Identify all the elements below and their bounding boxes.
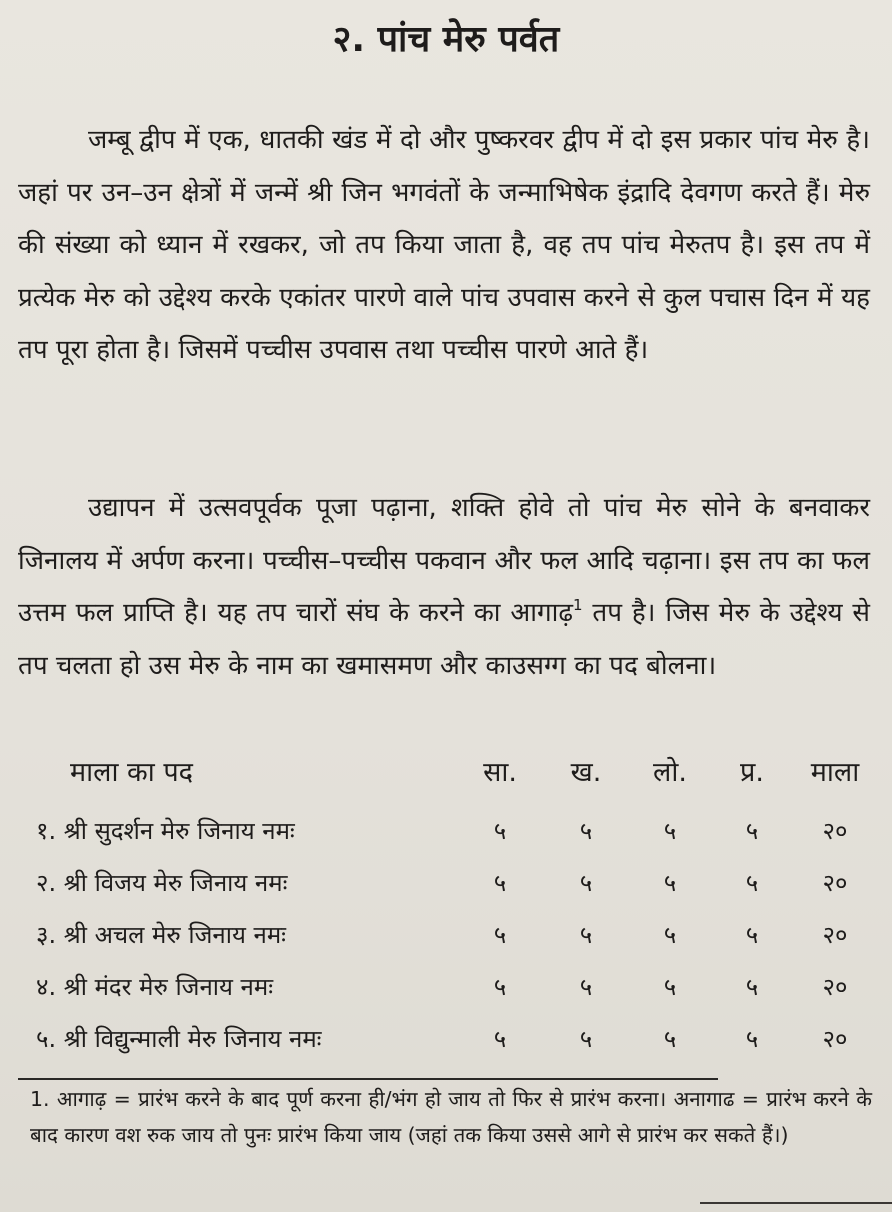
row-lo: ५ bbox=[663, 1025, 677, 1053]
table-row bbox=[0, 918, 892, 968]
table-row bbox=[0, 866, 892, 916]
row-kha: ५ bbox=[579, 1025, 593, 1053]
header-sa: सा. bbox=[483, 757, 517, 788]
bottom-divider bbox=[700, 1202, 892, 1204]
paragraph-udyapan bbox=[18, 482, 870, 692]
row-kha: ५ bbox=[579, 973, 593, 1001]
row-sa: ५ bbox=[493, 921, 507, 949]
row-kha: ५ bbox=[579, 921, 593, 949]
header-mala: माला bbox=[810, 757, 860, 788]
header-lo: लो. bbox=[653, 757, 687, 788]
row-pad: ५. श्री विद्युन्माली मेरु जिनाय नमः bbox=[36, 1025, 322, 1053]
row-pad: ३. श्री अचल मेरु जिनाय नमः bbox=[36, 921, 287, 949]
row-pad: २. श्री विजय मेरु जिनाय नमः bbox=[36, 869, 288, 897]
table-row bbox=[0, 1022, 892, 1072]
row-pra: ५ bbox=[745, 1025, 759, 1053]
row-sa: ५ bbox=[493, 1025, 507, 1053]
row-lo: ५ bbox=[663, 973, 677, 1001]
header-kha: ख. bbox=[570, 757, 602, 788]
footnote: 1. आगाढ़ = प्रारंभ करने के बाद पूर्ण करना ही/भंग हो जाय तो फिर से प्रारंभ करना। अनागाढ = प्रारंभ करने के बाद कारण वश रुक जाय तो पुनः प्रारंभ किया जाय (जहां तक किया उससे आगे से प्रारंभ कर सकते हैं।) bbox=[30, 1087, 872, 1147]
table-row bbox=[0, 814, 892, 864]
row-mala: २० bbox=[822, 1025, 848, 1053]
row-sa: ५ bbox=[493, 817, 507, 845]
row-kha: ५ bbox=[579, 817, 593, 845]
row-lo: ५ bbox=[663, 921, 677, 949]
footnote-marker: 1 bbox=[572, 595, 583, 614]
row-lo: ५ bbox=[663, 817, 677, 845]
row-pra: ५ bbox=[745, 973, 759, 1001]
row-mala: २० bbox=[822, 921, 848, 949]
row-pad: १. श्री सुदर्शन मेरु जिनाय नमः bbox=[36, 817, 295, 845]
row-pad: ४. श्री मंदर मेरु जिनाय नमः bbox=[36, 973, 274, 1001]
paragraph-udyapan-text-a: उद्यापन में उत्सवपूर्वक पूजा पढ़ाना, शक्ति होवे तो पांच मेरु सोने के बनवाकर जिनालय में अर्पण करना। पच्चीस–पच्चीस पकवान और फल आदि चढ़ाना। इस तप का फल उत्तम फल प्राप्ति है। यह तप चारों संघ के करने का आगाढ़ bbox=[18, 493, 870, 629]
row-kha: ५ bbox=[579, 869, 593, 897]
row-mala: २० bbox=[822, 973, 848, 1001]
paragraph-udyapan-text-b: तप है। जिस मेरु के उद्देश्य से तप चलता हो उस मेरु के नाम का खमासमण और काउसग्ग का पद बोलना। bbox=[18, 598, 870, 681]
table-header-row bbox=[0, 752, 892, 802]
paragraph-intro: जम्बू द्वीप में एक, धातकी खंड में दो और पुष्करवर द्वीप में दो इस प्रकार पांच मेरु है। जहां पर उन–उन क्षेत्रों में जन्में श्री जिन भगवंतों के जन्माभिषेक इंद्रादि देवगण करते हैं। मेरु की संख्या को ध्यान में रखकर, जो तप किया जाता है, वह तप पांच मेरुतप है। इस तप में प्रत्येक मेरु को उद्देश्य करके एकांतर पारणे वाले पांच उपवास करने से कुल पचास दिन में यह तप पूरा होता है। जिसमें पच्चीस उपवास तथा पच्चीस पारणे आते हैं। bbox=[18, 125, 870, 366]
row-lo: ५ bbox=[663, 869, 677, 897]
row-mala: २० bbox=[822, 817, 848, 845]
table-row bbox=[0, 970, 892, 1020]
header-pra: प्र. bbox=[740, 757, 764, 788]
row-pra: ५ bbox=[745, 869, 759, 897]
row-pra: ५ bbox=[745, 817, 759, 845]
page-title: २. पांच मेरु पर्वत bbox=[332, 19, 560, 60]
row-pra: ५ bbox=[745, 921, 759, 949]
row-sa: ५ bbox=[493, 869, 507, 897]
row-mala: २० bbox=[822, 869, 848, 897]
footnote-divider bbox=[18, 1078, 718, 1080]
row-sa: ५ bbox=[493, 973, 507, 1001]
header-pad: माला का पद bbox=[70, 757, 194, 788]
